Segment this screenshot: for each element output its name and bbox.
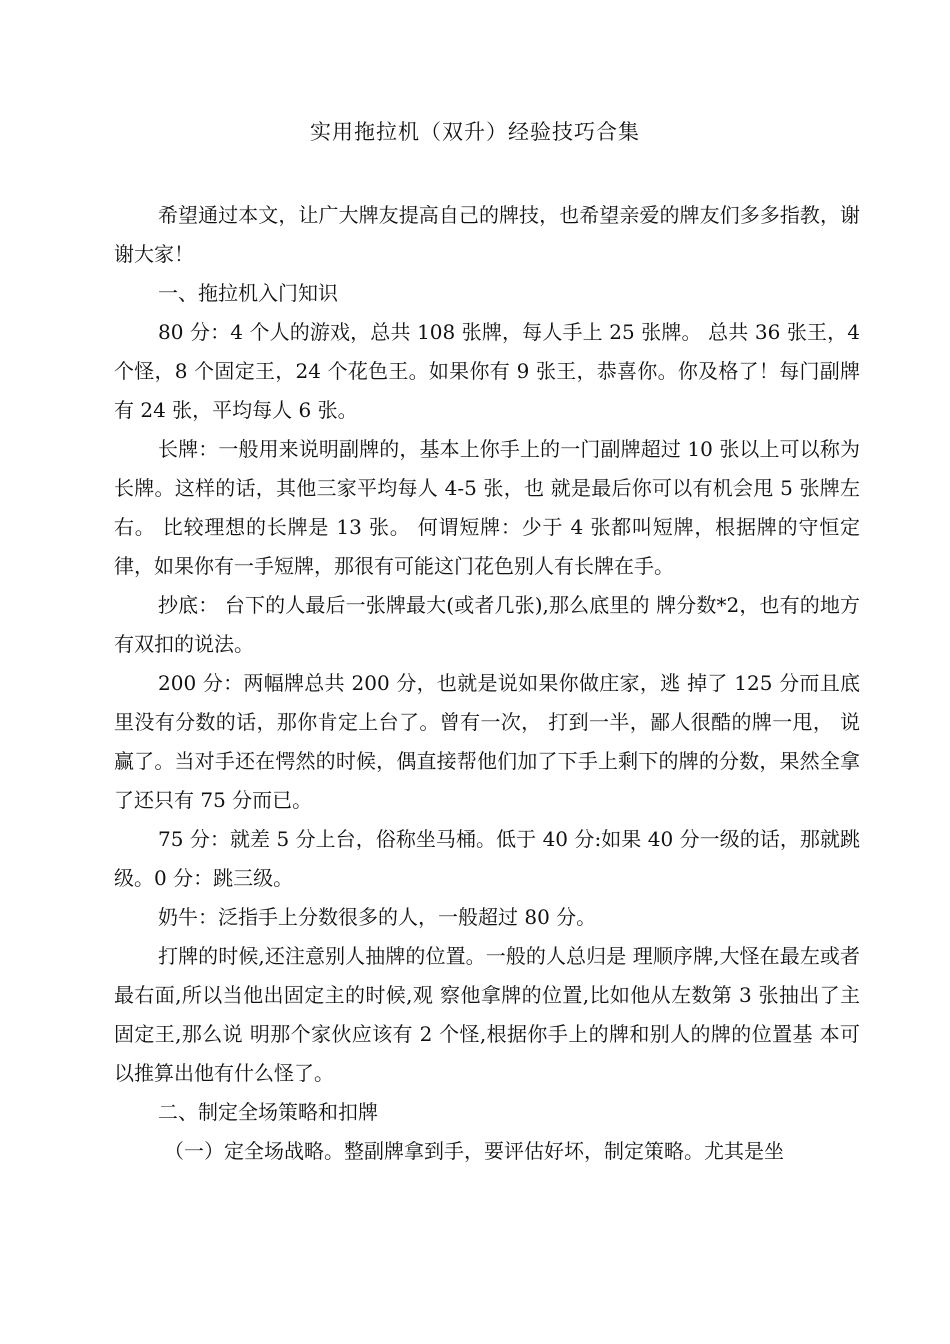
intro-paragraph: 希望通过本文，让广大牌友提高自己的牌技，也希望亲爱的牌友们多多指教，谢谢大家！ xyxy=(114,203,860,266)
paragraph-card-position: 打牌的时候,还注意别人抽牌的位置。一般的人总归是 理顺序牌,大怪在最左或者最右面,所以当他出固定主的时候,观 察他拿牌的位置,比如他从左数第 3 张抽出了主固定王,那么说 明那个家伙应该有 2 个怪,根据你手上的牌和别人的牌的位置基 本可以推算出他有什么怪了。 xyxy=(114,944,860,1085)
document-body xyxy=(114,196,860,1171)
section-heading-1: 一、拖拉机入门知识 xyxy=(158,281,338,305)
section-heading-2: 二、制定全场策略和扣牌 xyxy=(158,1100,378,1124)
paragraph-80-points: 80 分：4 个人的游戏，总共 108 张牌，每人手上 25 张牌。 总共 36 张王，4 个怪，8 个固定王，24 个花色王。如果你有 9 张王，恭喜你。你及格了！每门副牌有 24 张，平均每人 6 张。 xyxy=(114,320,860,422)
paragraph-bottom-capture: 抄底： 台下的人最后一张牌最大(或者几张),那么底里的 牌分数*2，也有的地方有双扣的说法。 xyxy=(114,593,860,656)
paragraph-200-points: 200 分：两幅牌总共 200 分，也就是说如果你做庄家，逃 掉了 125 分而且底里没有分数的话，那你肯定上台了。曾有一次， 打到一半，鄙人很酷的牌一甩， 说赢了。当对手还在愕然的时候，偶直接帮他们加了下手上剩下的牌的分数，果然全拿了还只有 75 分而已。 xyxy=(114,671,860,812)
paragraph-dairy-cow: 奶牛：泛指手上分数很多的人，一般超过 80 分。 xyxy=(158,905,597,929)
paragraph-long-cards: 长牌：一般用来说明副牌的，基本上你手上的一门副牌超过 10 张以上可以称为长牌。这样的话，其他三家平均每人 4-5 张，也 就是最后你可以有机会甩 5 张牌左右。 比较理想的长牌是 13 张。 何谓短牌：少于 4 张都叫短牌，根据牌的守恒定律，如果你有一手短牌，那很有可能这门花色别人有长牌在手。 xyxy=(114,437,860,578)
document-title: 实用拖拉机（双升）经验技巧合集 xyxy=(310,120,640,144)
paragraph-strategy: （一）定全场战略。整副牌拿到手，要评估好坏，制定策略。尤其是坐 xyxy=(164,1139,784,1163)
paragraph-75-points: 75 分：就差 5 分上台，俗称坐马桶。低于 40 分:如果 40 分一级的话，那就跳级。0 分：跳三级。 xyxy=(114,827,860,890)
